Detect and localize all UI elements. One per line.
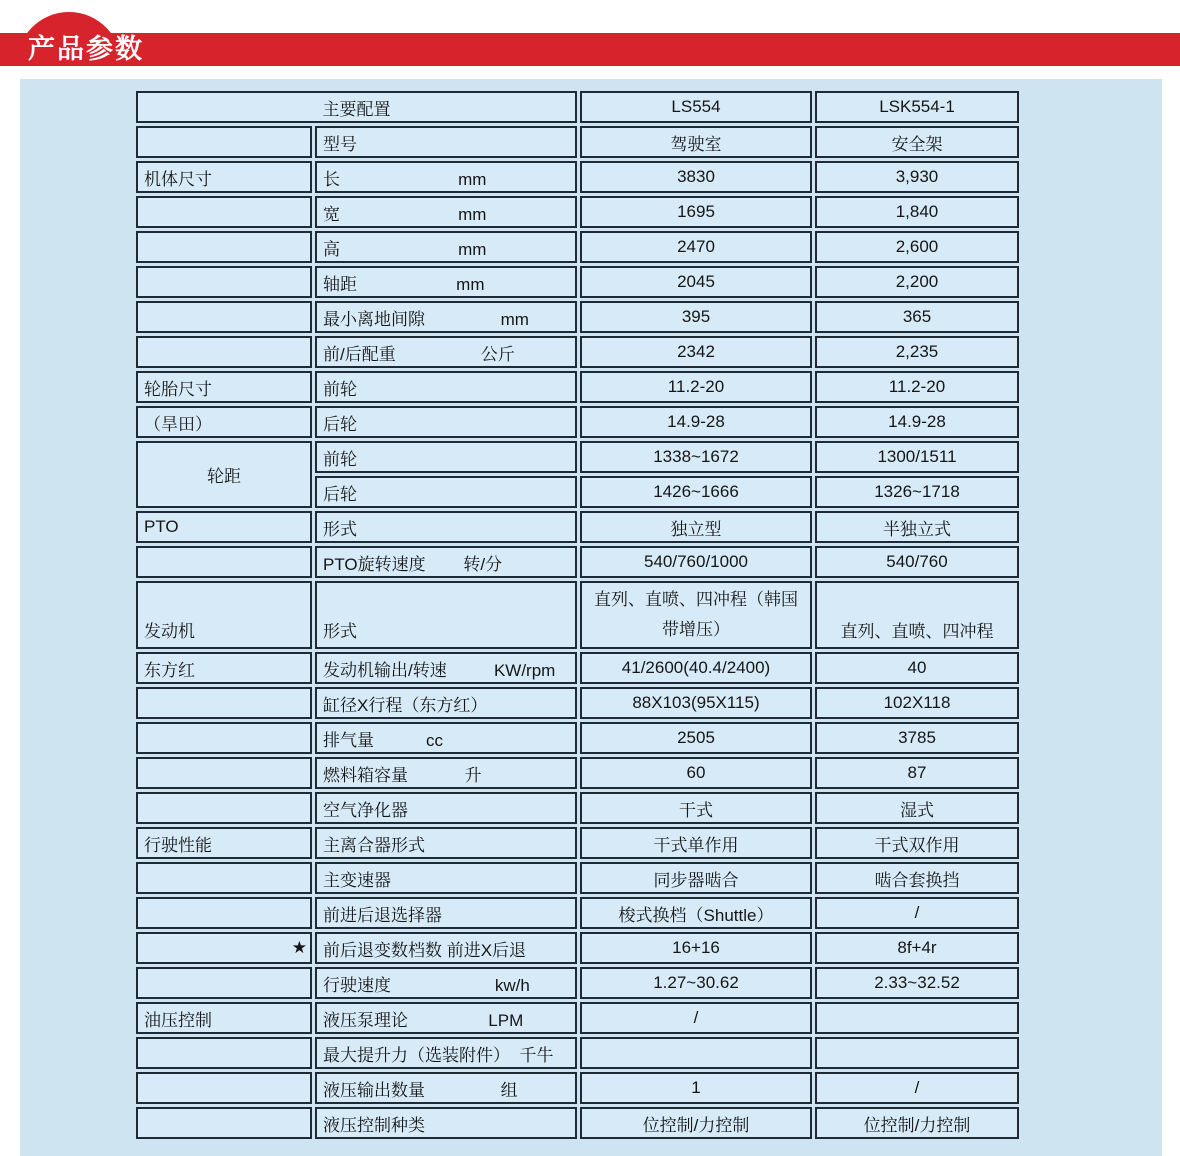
- param-cell: 形式: [315, 581, 577, 649]
- content-panel: [20, 79, 1162, 1156]
- value-cell-lsk554: 3,930: [815, 161, 1019, 193]
- param-cell: 宽 mm: [315, 196, 577, 228]
- table-row: [136, 967, 1019, 999]
- value-cell-ls554: 直列、直喷、四冲程（韩国带增压）: [580, 581, 812, 649]
- value-cell-lsk554: 半独立式: [815, 511, 1019, 543]
- table-row: [136, 827, 1019, 859]
- table-row: [136, 1107, 1019, 1139]
- table-row: [136, 1002, 1019, 1034]
- value-cell-lsk554: 2.33~32.52: [815, 967, 1019, 999]
- category-cell: 发动机: [136, 581, 312, 649]
- table-row: [136, 1037, 1019, 1069]
- value-cell-lsk554: /: [815, 897, 1019, 929]
- table-row: [136, 231, 1019, 263]
- value-cell-lsk554: 3785: [815, 722, 1019, 754]
- value-cell-ls554: 1.27~30.62: [580, 967, 812, 999]
- param-cell: 空气净化器: [315, 792, 577, 824]
- value-cell-ls554: 88X103(95X115): [580, 687, 812, 719]
- value-cell-lsk554: [815, 1002, 1019, 1034]
- category-cell: [136, 546, 312, 578]
- value-cell-ls554: 11.2-20: [580, 371, 812, 403]
- category-cell: ★: [136, 932, 312, 964]
- category-cell: [136, 336, 312, 368]
- param-cell: 前/后配重 公斤: [315, 336, 577, 368]
- value-cell-lsk554: 位控制/力控制: [815, 1107, 1019, 1139]
- table-row: [136, 1072, 1019, 1104]
- category-cell: [136, 757, 312, 789]
- value-cell-lsk554: 11.2-20: [815, 371, 1019, 403]
- table-row: [136, 406, 1019, 438]
- banner-title: 产品参数: [28, 34, 144, 64]
- table-row: [136, 687, 1019, 719]
- value-cell-lsk554: 干式双作用: [815, 827, 1019, 859]
- value-cell-ls554: 独立型: [580, 511, 812, 543]
- param-cell: 主离合器形式: [315, 827, 577, 859]
- value-cell-lsk554: 1326~1718: [815, 476, 1019, 508]
- param-cell: 前轮: [315, 371, 577, 403]
- header-model-ls554: LS554: [580, 91, 812, 123]
- value-cell-ls554: 2470: [580, 231, 812, 263]
- table-row: [136, 161, 1019, 193]
- param-cell: 前后退变数档数 前进X后退: [315, 932, 577, 964]
- category-cell: [136, 722, 312, 754]
- table-row: [136, 757, 1019, 789]
- value-cell-lsk554: 直列、直喷、四冲程: [815, 581, 1019, 649]
- param-cell: 长 mm: [315, 161, 577, 193]
- category-cell: [136, 301, 312, 333]
- param-cell: 形式: [315, 511, 577, 543]
- table-row: [136, 126, 1019, 158]
- value-cell-lsk554: 14.9-28: [815, 406, 1019, 438]
- value-cell-lsk554: 2,200: [815, 266, 1019, 298]
- table-row: [136, 301, 1019, 333]
- table-row: [136, 546, 1019, 578]
- param-cell: 型号: [315, 126, 577, 158]
- category-cell: [136, 1037, 312, 1069]
- category-cell: 机体尺寸: [136, 161, 312, 193]
- category-cell: 东方红: [136, 652, 312, 684]
- table-row: [136, 266, 1019, 298]
- category-cell: 轮距: [136, 441, 312, 508]
- category-cell: [136, 687, 312, 719]
- value-cell-ls554: 60: [580, 757, 812, 789]
- param-cell: PTO旋转速度 转/分: [315, 546, 577, 578]
- value-cell-lsk554: 87: [815, 757, 1019, 789]
- value-cell-ls554: 1695: [580, 196, 812, 228]
- category-cell: [136, 1072, 312, 1104]
- value-cell-ls554: 位控制/力控制: [580, 1107, 812, 1139]
- table-row: [136, 511, 1019, 543]
- value-cell-lsk554: 8f+4r: [815, 932, 1019, 964]
- value-cell-ls554: 2342: [580, 336, 812, 368]
- category-cell: [136, 897, 312, 929]
- param-cell: 轴距 mm: [315, 266, 577, 298]
- value-cell-lsk554: 湿式: [815, 792, 1019, 824]
- header-model-lsk554: LSK554-1: [815, 91, 1019, 123]
- value-cell-lsk554: [815, 1037, 1019, 1069]
- value-cell-ls554: 1426~1666: [580, 476, 812, 508]
- value-cell-ls554: 干式: [580, 792, 812, 824]
- param-cell: 主变速器: [315, 862, 577, 894]
- category-cell: [136, 231, 312, 263]
- table-row: [136, 336, 1019, 368]
- value-cell-ls554: 同步器啮合: [580, 862, 812, 894]
- table-row: [136, 581, 1019, 649]
- value-cell-lsk554: 安全架: [815, 126, 1019, 158]
- table-row: [136, 441, 1019, 473]
- value-cell-lsk554: 1,840: [815, 196, 1019, 228]
- param-cell: 燃料箱容量 升: [315, 757, 577, 789]
- param-cell: 液压控制种类: [315, 1107, 577, 1139]
- value-cell-ls554: 16+16: [580, 932, 812, 964]
- param-cell: 排气量 cc: [315, 722, 577, 754]
- category-cell: [136, 862, 312, 894]
- category-cell: [136, 967, 312, 999]
- spec-table: [133, 88, 1022, 1142]
- table-row: [136, 862, 1019, 894]
- value-cell-lsk554: 啮合套换挡: [815, 862, 1019, 894]
- value-cell-lsk554: 2,235: [815, 336, 1019, 368]
- value-cell-ls554: 1: [580, 1072, 812, 1104]
- value-cell-ls554: 干式单作用: [580, 827, 812, 859]
- value-cell-ls554: 3830: [580, 161, 812, 193]
- category-cell: （旱田）: [136, 406, 312, 438]
- value-cell-lsk554: /: [815, 1072, 1019, 1104]
- value-cell-ls554: 41/2600(40.4/2400): [580, 652, 812, 684]
- table-row: [136, 371, 1019, 403]
- category-cell: [136, 126, 312, 158]
- value-cell-ls554: 395: [580, 301, 812, 333]
- category-cell: 行驶性能: [136, 827, 312, 859]
- value-cell-ls554: 驾驶室: [580, 126, 812, 158]
- category-cell: 轮胎尺寸: [136, 371, 312, 403]
- table-row: [136, 652, 1019, 684]
- table-row: [136, 932, 1019, 964]
- param-cell: 缸径X行程（东方红）: [315, 687, 577, 719]
- value-cell-lsk554: 365: [815, 301, 1019, 333]
- banner-bar: [0, 33, 1180, 66]
- param-cell: 高 mm: [315, 231, 577, 263]
- param-cell: 最小离地间隙 mm: [315, 301, 577, 333]
- value-cell-ls554: 2505: [580, 722, 812, 754]
- param-cell: 后轮: [315, 406, 577, 438]
- header-config-cell: 主要配置: [136, 91, 577, 123]
- param-cell: 液压输出数量 组: [315, 1072, 577, 1104]
- category-cell: [136, 792, 312, 824]
- value-cell-ls554: 14.9-28: [580, 406, 812, 438]
- value-cell-lsk554: 102X118: [815, 687, 1019, 719]
- param-cell: 发动机输出/转速 KW/rpm: [315, 652, 577, 684]
- value-cell-lsk554: 540/760: [815, 546, 1019, 578]
- value-cell-lsk554: 2,600: [815, 231, 1019, 263]
- value-cell-lsk554: 40: [815, 652, 1019, 684]
- value-cell-lsk554: 1300/1511: [815, 441, 1019, 473]
- param-cell: 后轮: [315, 476, 577, 508]
- value-cell-ls554: /: [580, 1002, 812, 1034]
- category-cell: 油压控制: [136, 1002, 312, 1034]
- value-cell-ls554: 梭式换档（Shuttle）: [580, 897, 812, 929]
- param-cell: 前进后退选择器: [315, 897, 577, 929]
- category-cell: PTO: [136, 511, 312, 543]
- category-cell: [136, 266, 312, 298]
- value-cell-ls554: 2045: [580, 266, 812, 298]
- table-row: [136, 897, 1019, 929]
- param-cell: 液压泵理论 LPM: [315, 1002, 577, 1034]
- value-cell-ls554: 540/760/1000: [580, 546, 812, 578]
- param-cell: 行驶速度 kw/h: [315, 967, 577, 999]
- category-cell: [136, 1107, 312, 1139]
- value-cell-ls554: 1338~1672: [580, 441, 812, 473]
- category-cell: [136, 196, 312, 228]
- param-cell: 前轮: [315, 441, 577, 473]
- table-row: [136, 196, 1019, 228]
- table-row: [136, 722, 1019, 754]
- param-cell: 最大提升力（选装附件） 千牛: [315, 1037, 577, 1069]
- value-cell-ls554: [580, 1037, 812, 1069]
- table-row: [136, 792, 1019, 824]
- table-header-row: [136, 91, 1019, 123]
